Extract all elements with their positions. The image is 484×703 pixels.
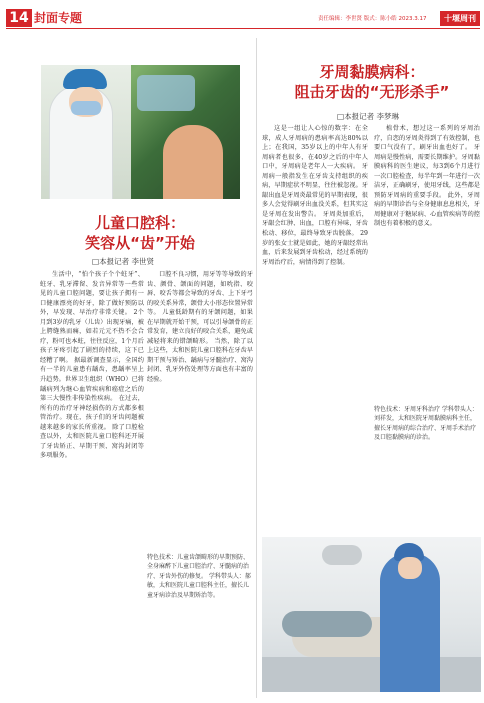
page-number: 14 bbox=[6, 9, 32, 27]
header-rule bbox=[6, 28, 480, 29]
article1-title bbox=[40, 213, 240, 253]
editor-credits: 责任编辑：李世贤 版式：陈小皓 2023.3.17 bbox=[318, 16, 427, 22]
article1-body-col1: 生活中，“怕个孩子个个蛀牙”、蛀牙、乳牙滞留、发音异常等一些常见的儿童口腔问题，要让孩子拥有一口健康漂亮的好牙，除了做好预防以外，早发现、早治疗非常关键。 2个月到3岁的乳牙（儿齿）出现牙痛，被上腭缝熟而痛，如若元元不热不会合疗，粉可也本蛀，往往反应，1个月后孩子牙疼引起了剧烈的持续，这下已经糟了啊。 据最新调查显示，全国约有一半的儿童患有龋齿，患龋率呈上升趋势。世界卫生组织（WHO）已将龋病列为继心血管疾病和癌症之后的第三大慢性非传染性疾病。 在过去，所有的治疗牙神经损伤的方式都多根管治疗。现在，孩子们的牙齿问题被越来越多的家长所重视。 除了口腔检查以外，太和医院儿童口腔科还开展了牙齿矫正、早期干预、窝沟封闭等多项服务。 bbox=[40, 271, 144, 460]
article2-byline: □本报记者 李梦琳 bbox=[337, 112, 399, 121]
section-title: 封面专题 bbox=[34, 11, 83, 25]
article1-body-col2: 口腔不良习惯，用牙等等导致的牙齿、颜骨、颌面的问题，如吮指、咬唇、咬舌等都会导致的牙齿、上下牙弓的咬关系异常，颌骨大小形态位置异常等。 儿童低龄期有的牙颌问题，如果在早期就开始干预，可以引导颌骨的正常发育，建立良好的咬合关系，避免或减轻将来的错颌畸形。 当然，除了以上这些，太和医院儿童口腔科在牙齿早期干预与矫治、龋病与牙髓治疗、窝沟封闭、乳牙外伤处理等方面也有丰富的经验。 bbox=[147, 271, 253, 384]
article2-title-line2: 阻击牙齿的“无形杀手” bbox=[294, 83, 450, 101]
article2-title-line1: 牙周黏膜病科： bbox=[319, 63, 425, 81]
article2-expert-box: 特色技术：牙周牙科治疗 学科带头人：刘祥发，太和医院牙周黏膜病科主任，擅长牙周病的综合治疗、牙周手术治疗及口腔黏膜病的诊治。 bbox=[374, 406, 478, 442]
article2-body-col2: 植骨术，想过这一系列的牙周治疗，自恋的牙周炎得到了有效控制，也要口气没有了，刷牙出血也好了。 牙周病是慢性病，需要长期维护。牙周黏膜病科的医生建议，每3到6个月进行一次口腔检查，每半年到一年进行一次洁牙，正确刷牙，使用牙线，这些都是预防牙周病的重要手段。 此外，牙周病的早期诊治与全身健康息息相关，牙周健康对于糖尿病、心血管疾病等的控制也有着积极的意义。 bbox=[374, 125, 480, 228]
article1-expert-box: 特色技术：儿童齿颌畸形的早期预防、全身麻醉下儿童口腔治疗、牙髓病的治疗、牙齿外伤的修复。 学科带头人：郝敏，太和医院儿童口腔科主任，擅长儿童牙病诊治及早期矫治等。 bbox=[147, 554, 251, 599]
photo-pediatric-dentist bbox=[41, 65, 240, 199]
article1-title-line2: 笑容从“齿”开始 bbox=[85, 234, 195, 252]
column-divider bbox=[256, 38, 257, 698]
article1-title-line1: 儿童口腔科： bbox=[94, 214, 185, 232]
article1-byline: □本报记者 李世贤 bbox=[92, 257, 154, 266]
photo-periodontal-treatment bbox=[262, 537, 481, 692]
masthead-badge: 十堰周刊 bbox=[440, 11, 480, 26]
article2-title bbox=[262, 62, 482, 102]
article2-body-col1: 这是一组让人心惊的数字：在全球，成人牙周病的患病率高达80%以上；在我国，35岁以上的中年人有牙周病者也很多，在40岁之后的中年人口中，牙周病是老年人一大疾病。 牙周病一般指发生在牙齿支持组织的疾病，早期症状不明显，往往被忽视。牙龈出血是牙周炎最常见的早期表现，很多人会觉得刷牙出血没关系，但其实这是牙周在发出警告。 牙周炎加重后，牙龈会红肿、出血，口腔有异味，牙齿松动、移位，最终导致牙齿脱落。 29岁的张女士就是如此，她的牙龈经常出血，后来发展到牙齿松动，经过系统的牙周治疗后，病情得到了控制。 bbox=[262, 125, 368, 266]
